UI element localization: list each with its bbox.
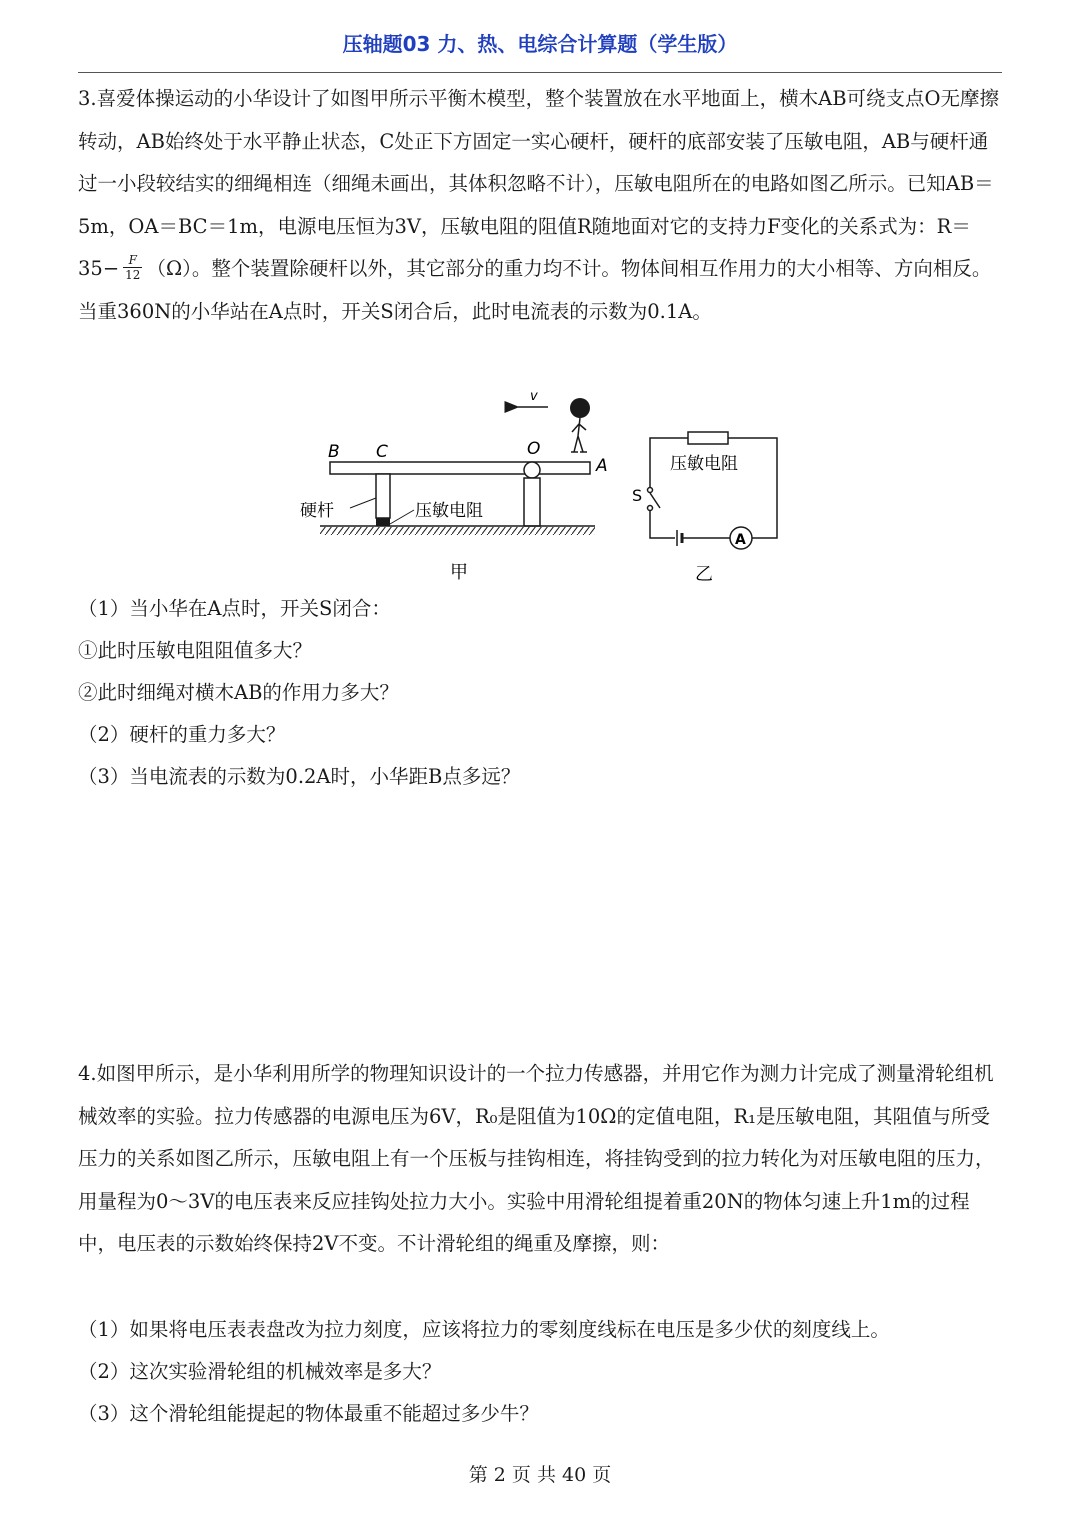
pivot-O [524,462,540,478]
page-header-title: 压轴题03 力、热、电综合计算题（学生版） [342,32,738,56]
caption-yi: 乙 [695,564,713,585]
label-A: A [596,456,608,476]
q3-text-after-formula: （Ω）。整个装置除硬杆以外，其它部分的重力均不计。物体间相互作用力的大小相等、方向相反。当重360N的小华站在A点时，开关S闭合后，此时电流表的示数为0.1A。 [78,257,992,323]
ground-hatch [320,527,595,535]
beam-AB [330,462,590,474]
q4-sub1: （1）如果将电压表表盘改为拉力刻度，应该将拉力的零刻度线标在电压是多少伏的刻度线上。 [78,1318,890,1341]
q3-text-before-formula: 3.喜爱体操运动的小华设计了如图甲所示平衡木模型，整个装置放在水平地面上，横木AB可绕支点O无摩擦转动，AB始终处于水平静止状态，C处正下方固定一实心硬杆，硬杆的底部安装了压敏电阻，AB与硬杆通过一小段较结实的细绳相连（细绳未画出，其体积忽略不计），压敏电阻所在的电路如图乙所示。已知AB＝5m，OA＝BC＝1m，电源电压恒为3V，压敏电阻的阻值R随地面对它的支持力F变化的关系式为：R＝35− [78,87,1000,280]
resistor-label-yi: 压敏电阻 [670,454,738,474]
q3-sub3: （3）当电流表的示数为0.2A时，小华距B点多远？ [78,765,521,788]
question-3-text [78,78,1002,333]
rod-label: 硬杆 [300,501,334,521]
pivot-support [524,478,540,526]
figure-yi [648,432,778,549]
ammeter-label: A [735,532,746,548]
rod [376,474,390,518]
label-B: B [328,442,340,462]
formula-fraction [123,253,142,282]
q3-sub1b: ②此时细绳对横木AB的作用力多大？ [78,681,399,704]
switch-label: S [632,486,643,505]
person-figure [570,398,590,452]
q3-sub2: （2）硬杆的重力多大？ [78,723,286,746]
header-rule [78,72,1002,73]
page-footer: 第 2 页 共 40 页 [468,1464,612,1486]
formula-denominator: 12 [125,268,141,282]
question-4-text: 4.如图甲所示，是小华利用所学的物理知识设计的一个拉力传感器，并用它作为测力计完成了测量滑轮组机械效率的实验。拉力传感器的电源电压为6V，R₀是阻值为10Ω的定值电阻，R₁是压敏电阻，其阻值与所受压力的关系如图乙所示，压敏电阻上有一个压板与挂钩相连，将挂钩受到的拉力转化为对压敏电阻的压力，用量程为0～3V的电压表来反应挂钩处拉力大小。实验中用滑轮组提着重20N的物体匀速上升1m的过程中，电压表的示数始终保持2V不变。不计滑轮组的绳重及摩擦，则： [78,1062,995,1255]
velocity-label: v [530,390,538,404]
label-O: O [527,439,541,459]
q4-sub2: （2）这次实验滑轮组的机械效率是多大？ [78,1360,442,1383]
q3-sub1: （1）当小华在A点时，开关S闭合： [78,597,391,620]
q3-sub1a: ①此时压敏电阻阻值多大？ [78,639,313,662]
rod-pointer [350,498,376,508]
piezo-resistor [688,432,728,444]
formula-numerator: F [123,253,142,268]
q3-figure [290,390,790,590]
resistor-pointer [390,510,414,524]
resistor-label-jia: 压敏电阻 [415,501,483,521]
caption-jia: 甲 [450,562,468,583]
pressure-sensor [376,518,390,526]
figure-jia [300,390,608,583]
label-C: C [376,442,388,462]
q4-sub3: （3）这个滑轮组能提起的物体最重不能超过多少牛？ [78,1402,539,1425]
